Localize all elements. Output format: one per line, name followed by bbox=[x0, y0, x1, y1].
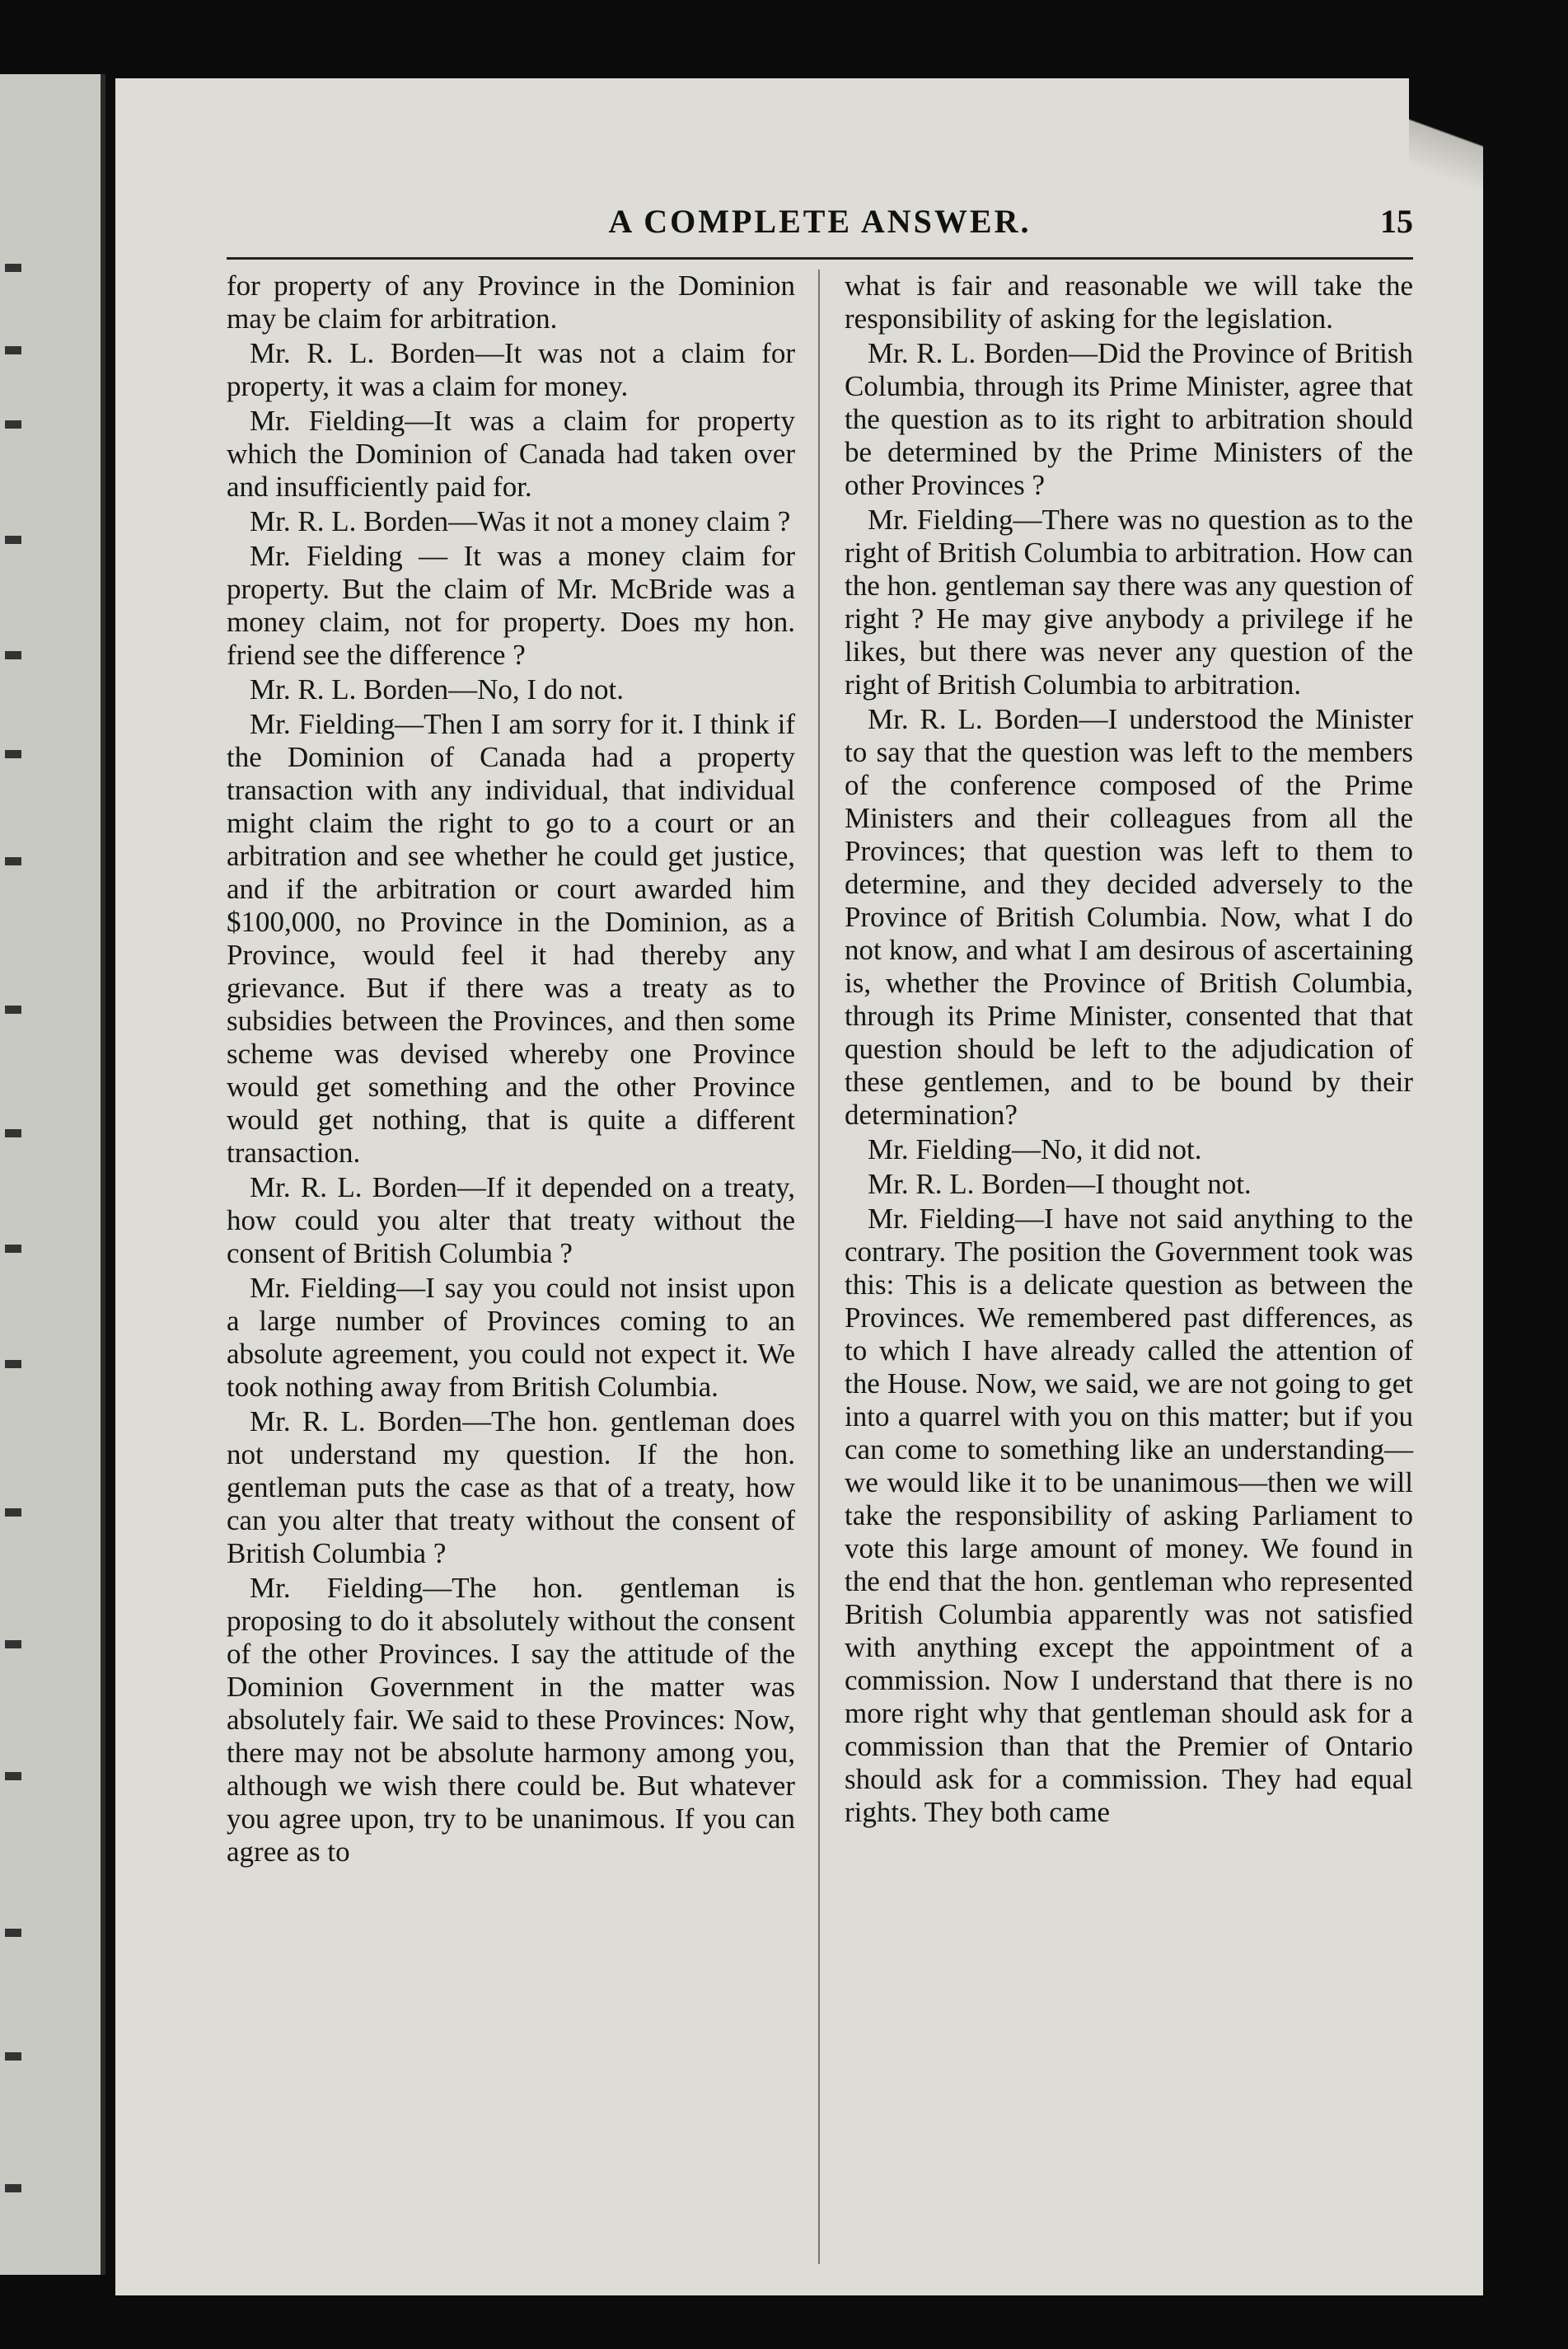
text-fragment bbox=[5, 651, 21, 659]
text-columns bbox=[227, 270, 1413, 2264]
paragraph: Mr. R. L. Borden—It was not a claim for property, it was a claim for money. bbox=[227, 337, 795, 402]
text-fragment bbox=[5, 2184, 21, 2192]
paragraph: Mr. R. L. Borden—I thought not. bbox=[868, 1168, 1252, 1200]
previous-page-edge bbox=[0, 74, 105, 2275]
text-fragment bbox=[5, 1508, 21, 1517]
paragraph: what is fair and reasonable we will take the responsibility of asking for the legislation. bbox=[845, 270, 1413, 335]
page-header bbox=[227, 194, 1413, 260]
paragraph: Mr. R. L. Borden—I understood the Minister to say that the question was left to the members of the conference composed of the Prime Ministers and their colleagues from all the Provinces; that question was left to them to determine, and they decided adversely to the Province of British Columbia. Now, what I do not know, and what I am desirous of ascertaining is, whether the Province of British Columbia, through its Prime Minister, consented that that question should be left to the adjudication of these gentlemen, and to be bound by their determination? bbox=[845, 703, 1413, 1131]
paragraph: Mr. Fielding—I have not said anything to the contrary. The position the Government took was this: This is a delicate question as between the Provinces. We remembered past differences, as to which I have already called the attention of the House. Now, we said, we are not going to get into a quarrel with you on this matter; but if you can come to something like an understanding—we would like it to be unanimous—then we will take the responsibility of asking Parliament to vote this large amount of money. We found in the end that the hon. gentleman who represented British Columbia apparently was not satisfied with anything except the appointment of a commission. Now I understand that there is no more right why that gentleman should ask for a commission than that the Premier of Ontario should ask for a commission. They had equal rights. They both came bbox=[845, 1203, 1413, 1828]
text-fragment bbox=[5, 1772, 21, 1780]
text-fragment bbox=[5, 346, 21, 354]
paragraph: Mr. R. L. Borden—Was it not a money claim ? bbox=[250, 505, 791, 537]
paragraph: for property of any Province in the Dominion may be claim for arbitration. bbox=[227, 270, 795, 335]
paragraph: Mr. Fielding—Then I am sorry for it. I think if the Dominion of Canada had a property transaction with any individual, that individual might claim the right to go to a court or an arbitration and see whether he could get justice, and if the arbitration or court awarded him $100,000, no Province in the Dominion, as a Province, would feel it had thereby any grievance. But if there was a treaty as to subsidies between the Provinces, and then some scheme was devised whereby one Province would get something and the other Province would get nothing, that is quite a different transaction. bbox=[227, 708, 795, 1169]
text-fragment bbox=[5, 857, 21, 865]
page-number: 15 bbox=[1380, 203, 1413, 240]
text-fragment bbox=[5, 1360, 21, 1368]
text-fragment bbox=[5, 420, 21, 429]
paragraph: Mr. R. L. Borden—If it depended on a treaty, how could you alter that treaty without the consent of British Columbia ? bbox=[227, 1171, 795, 1269]
text-fragment bbox=[5, 1129, 21, 1137]
text-fragment bbox=[5, 1006, 21, 1014]
column-divider bbox=[818, 270, 820, 2264]
page-sheet bbox=[115, 78, 1483, 2295]
paragraph: Mr. R. L. Borden—The hon. gentleman does not understand my question. If the hon. gentleman puts the case as that of a treaty, how can you alter that treaty without the consent of British Columbia ? bbox=[227, 1405, 795, 1569]
paragraph: Mr. Fielding — It was a money claim for property. But the claim of Mr. McBride was a money claim, not for property. Does my hon. friend see the difference ? bbox=[227, 540, 795, 671]
paragraph: Mr. Fielding—I say you could not insist upon a large number of Provinces coming to an absolute agreement, you could not expect it. We took nothing away from British Columbia. bbox=[227, 1272, 795, 1403]
right-column bbox=[845, 270, 1413, 1831]
running-head: A COMPLETE ANSWER. bbox=[608, 203, 1032, 240]
paragraph: Mr. Fielding—There was no question as to the right of British Columbia to arbitration. How can the hon. gentleman say there was any question of right ? He may give anybody a privilege if he likes, but there was never any question of the right of British Columbia to arbitration. bbox=[845, 504, 1413, 701]
page-corner bbox=[1409, 78, 1483, 243]
paragraph: Mr. R. L. Borden—Did the Province of British Columbia, through its Prime Minister, agree that the question as to its right to arbitration should be determined by the Prime Ministers of the other Provinces ? bbox=[845, 337, 1413, 501]
left-column bbox=[227, 270, 795, 1870]
paragraph: Mr. R. L. Borden—No, I do not. bbox=[250, 673, 625, 706]
paragraph: Mr. Fielding—The hon. gentleman is proposing to do it absolutely without the consent of the other Provinces. I say the attitude of the Dominion Government in the matter was absolutely fair. We said to these Provinces: Now, there may not be absolute harmony among you, although we wish there could be. But whatever you agree upon, try to be unanimous. If you can agree as to bbox=[227, 1572, 795, 1868]
text-fragment bbox=[5, 536, 21, 544]
text-fragment bbox=[5, 1929, 21, 1937]
text-fragment bbox=[5, 264, 21, 272]
text-fragment bbox=[5, 2052, 21, 2061]
text-fragment bbox=[5, 1245, 21, 1253]
paragraph: Mr. Fielding—No, it did not. bbox=[868, 1133, 1202, 1165]
header-rule bbox=[227, 257, 1413, 260]
text-fragment bbox=[5, 750, 21, 758]
text-fragment bbox=[5, 1640, 21, 1648]
page-crease bbox=[101, 74, 105, 2275]
paragraph: Mr. Fielding—It was a claim for property which the Dominion of Canada had taken over and insufficiently paid for. bbox=[227, 405, 795, 503]
